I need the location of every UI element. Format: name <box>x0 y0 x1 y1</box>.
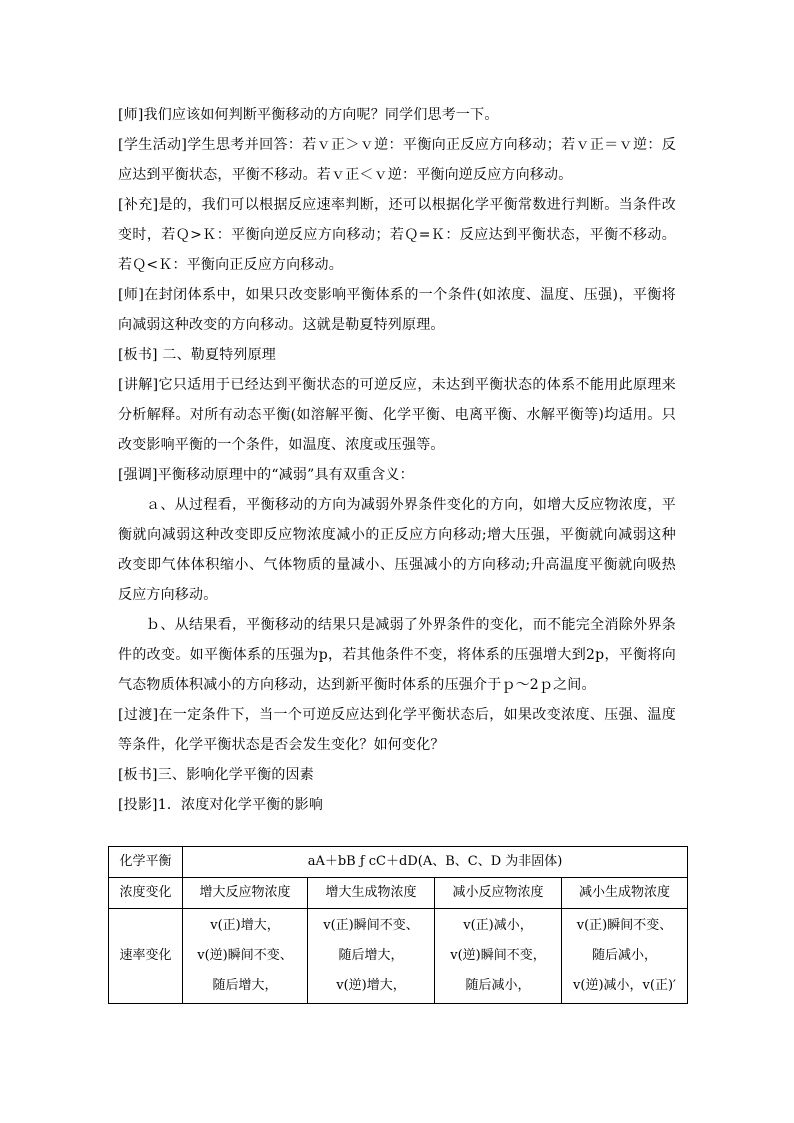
table-cell: 减小生成物浓度 <box>562 878 688 909</box>
row-header-equilibrium: 化学平衡 <box>109 847 183 878</box>
paragraph-board-heading-3: [板书]三、影响化学平衡的因素 <box>118 767 314 783</box>
concentration-effect-table <box>108 846 688 1004</box>
table-cell: 减小反应物浓度 <box>435 878 562 909</box>
cell-line: 随后增大， <box>212 978 278 993</box>
cell-line: v(逆)增大， <box>336 978 406 993</box>
cell-line: 随后减小， <box>592 948 658 963</box>
paragraph-supplement: [补充]是的，我们可以根据反应速率判断，还可以根据化学平衡常数进行判断。当条件改变时，若Ｑ>Ｋ：平衡向逆反应方向移动；若Ｑ=Ｋ：反应达到平衡状态，平衡不移动。若Ｑ<Ｋ：平衡向正反应方向移动。 <box>118 197 676 273</box>
paragraph-point-a: ａ、从过程看，平衡移动的方向为减弱外界条件变化的方向，如增大反应物浓度，平衡就向减弱这种改变即反应物浓度减小的正反应方向移动;增大压强，平衡就向减弱这种改变即气体体积缩小、气体物质的量减小、压强减小的方向移动;升高温度平衡就向吸热反应方向移动。 <box>118 497 676 603</box>
table-row <box>109 878 688 909</box>
cell-line: v(正)瞬间不变、 <box>576 918 673 933</box>
table-cell <box>562 909 688 1004</box>
table-cell: 增大反应物浓度 <box>183 878 308 909</box>
paragraph-explanation: [讲解]它只适用于已经达到平衡状态的可逆反应，未达到平衡状态的体系不能用此原理来分析解释。对所有动态平衡(如溶解平衡、化学平衡、电离平衡、水解平衡等)均适用。只改变影响平衡的一个条件，如温度、浓度或压强等。 <box>118 377 676 453</box>
table-cell: 增大生成物浓度 <box>308 878 435 909</box>
cell-line: v(逆)瞬间不变、 <box>197 948 293 963</box>
paragraph-transition: [过渡]在一定条件下，当一个可逆反应达到化学平衡状态后，如果改变浓度、压强、温度等条件，化学平衡状态是否会发生变化？如何变化？ <box>118 707 676 753</box>
table-cell <box>435 909 562 1004</box>
paragraph-point-b: ｂ、从结果看，平衡移动的结果只是减弱了外界条件的变化，而不能完全消除外界条件的改变。如平衡体系的压强为p，若其他条件不变，将体系的压强增大到2p，平衡将向气态物质体积减小的方向移动，达到新平衡时体系的压强介于ｐ～2ｐ之间。 <box>118 617 676 693</box>
table-cell <box>183 909 308 1004</box>
paragraph-emphasis: [强调]平衡移动原理中的“减弱”具有双重含义： <box>118 467 414 483</box>
cell-line: v(正)瞬间不变、 <box>323 918 419 933</box>
table-row <box>109 847 688 878</box>
table-row <box>109 909 688 1004</box>
paragraph-teacher-question: [师]我们应该如何判断平衡移动的方向呢？同学们思考一下。 <box>118 107 499 123</box>
row-header-rate-change: 速率变化 <box>109 909 183 1004</box>
cell-line: v(正)增大， <box>210 918 280 933</box>
cell-line: v(正)减小， <box>463 918 533 933</box>
row-header-concentration-change: 浓度变化 <box>109 878 183 909</box>
paragraph-board-heading-2: [板书] 二、勒夏特列原理 <box>118 347 276 363</box>
paragraph-student-activity: [学生活动]学生思考并回答：若ｖ正＞ｖ逆：平衡向正反应方向移动；若ｖ正＝ｖ逆：反应达到平衡状态，平衡不移动。若ｖ正＜ｖ逆：平衡向逆反应方向移动。 <box>118 137 676 183</box>
paragraph-projection: [投影]1．浓度对化学平衡的影响 <box>118 797 324 813</box>
reaction-equation: aA＋bB ƒ cC＋dD(A、B、C、D 为非固体) <box>183 847 688 878</box>
table-cell <box>308 909 435 1004</box>
paragraph-teacher-principle: [师]在封闭体系中，如果只改变影响平衡体系的一个条件(如浓度、温度、压强)，平衡将向减弱这种改变的方向移动。这就是勒夏特列原理。 <box>118 287 676 333</box>
cell-line: 随后减小， <box>465 978 531 993</box>
cell-line: 随后增大， <box>338 948 404 963</box>
cell-line: v(逆)减小，v(正)′ <box>573 978 676 993</box>
cell-line: v(逆)瞬间不变， <box>450 948 546 963</box>
document-body <box>118 100 676 820</box>
